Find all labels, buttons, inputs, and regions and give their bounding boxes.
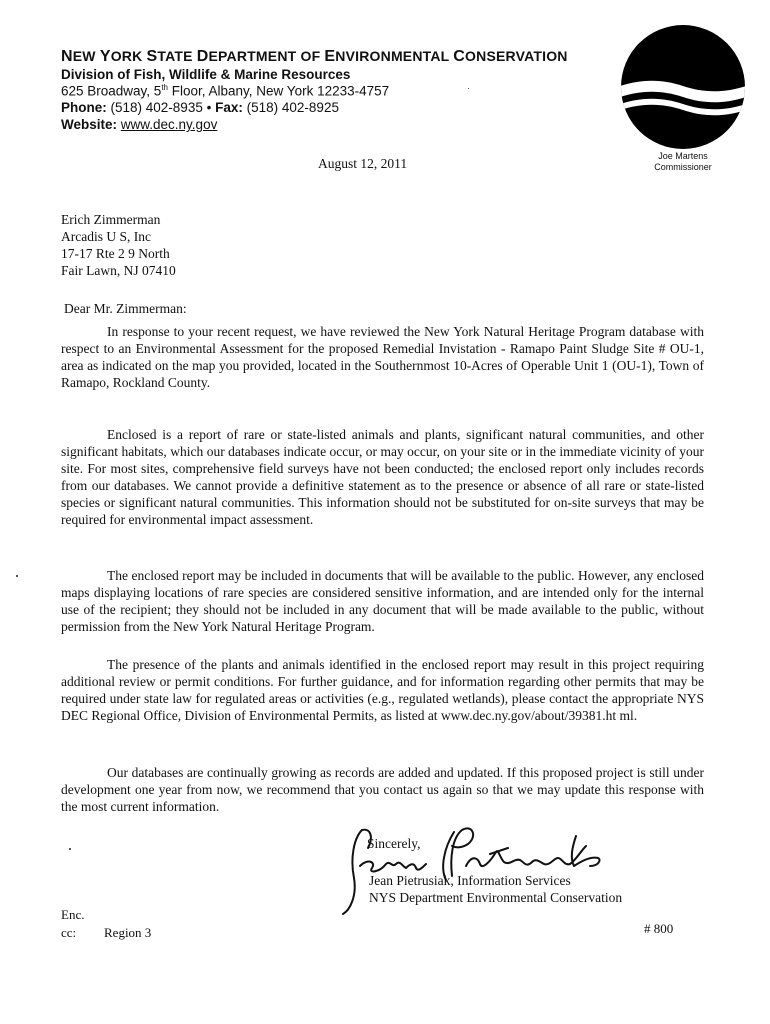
- phone-fax-line: Phone: (518) 402-8935 • Fax: (518) 402-8925: [61, 100, 339, 115]
- cc-label: cc:: [61, 925, 77, 940]
- scan-speck: [16, 575, 18, 577]
- signer-organization: NYS Department Environmental Conservation: [369, 890, 623, 905]
- recipient-line: 17-17 Rte 2 9 North: [61, 246, 170, 261]
- letter-date: August 12, 2011: [318, 156, 408, 171]
- recipient-line: Fair Lawn, NJ 07410: [61, 263, 176, 278]
- commissioner-block: [620, 151, 746, 173]
- body-paragraph: In response to your recent request, we have reviewed the New York Natural Heritage Program database with respect to an Environmental Assessment for the proposed Remedial Invistation - Ramapo Paint Sludge Site # OU-1, area as indicated on the map you provided, located in the Southernmost 10-Acres of Operable Unit 1 (OU-1), Town of Ramapo, Rockland County.: [61, 324, 704, 390]
- recipient-line: Erich Zimmerman: [61, 212, 161, 227]
- closing: Sincerely,: [367, 836, 421, 851]
- recipient-line: Arcadis U S, Inc: [61, 229, 151, 244]
- reference-number: # 800: [644, 921, 674, 936]
- scan-speck: [69, 848, 71, 850]
- body-paragraph: Our databases are continually growing as records are added and updated. If this proposed project is still under development one year from now, we recommend that you contact us again so that we may update this response with the most current information.: [61, 765, 704, 814]
- agency-name: NEW YORK STATE DEPARTMENT OF ENVIRONMENTAL CONSERVATION: [61, 48, 568, 65]
- commissioner-name: Joe Martens: [658, 151, 708, 161]
- address-line: 625 Broadway, 5th Floor, Albany, New York 12233-4757: [61, 83, 390, 99]
- commissioner-title: Commissioner: [654, 162, 712, 172]
- body-paragraph: The presence of the plants and animals identified in the enclosed report may result in this project requiring additional review or permit conditions. For further guidance, and for information regarding other permits that may be required under state law for regulated areas or activities (e.g., regulated wetlands), please contact the appropriate NYS DEC Regional Office, Division of Environmental Permits, as listed at www.dec.ny.gov/about/39381.ht ml.: [61, 657, 704, 723]
- signer-name: Jean Pietrusiak, Information Services: [369, 873, 571, 888]
- body-paragraph: The enclosed report may be included in documents that will be available to the public. However, any enclosed maps displaying locations of rare species are considered sensitive information, and are intended only for the internal use of the recipient; they should not be included in any document that will be made available to the public, without permission from the New York Natural Heritage Program.: [61, 568, 704, 634]
- recipient-address: [61, 211, 176, 279]
- website-link[interactable]: www.dec.ny.gov: [120, 117, 218, 132]
- body-paragraph: Enclosed is a report of rare or state-listed animals and plants, significant natural communities, and other significant habitats, which our databases indicate occur, or may occur, on your site or in the immediate vicinity of your site. For most sites, comprehensive field surveys have not been conducted; the enclosed report only includes records from our databases. We cannot provide a definitive statement as to the presence or absence of all rare or state-listed species or significant natural communities. This information should not be substituted for on-site surveys that may be required for environmental impact assessment.: [61, 427, 704, 527]
- cc-value: Region 3: [104, 925, 152, 940]
- enclosure-note: Enc.: [61, 907, 85, 922]
- salutation: Dear Mr. Zimmerman:: [64, 301, 187, 316]
- division-name: Division of Fish, Wildlife & Marine Resources: [61, 67, 351, 82]
- signer-block: [369, 872, 622, 906]
- website-line: Website: www.dec.ny.gov: [61, 117, 218, 132]
- dec-logo-icon: [620, 24, 746, 150]
- scan-speck: [468, 88, 469, 89]
